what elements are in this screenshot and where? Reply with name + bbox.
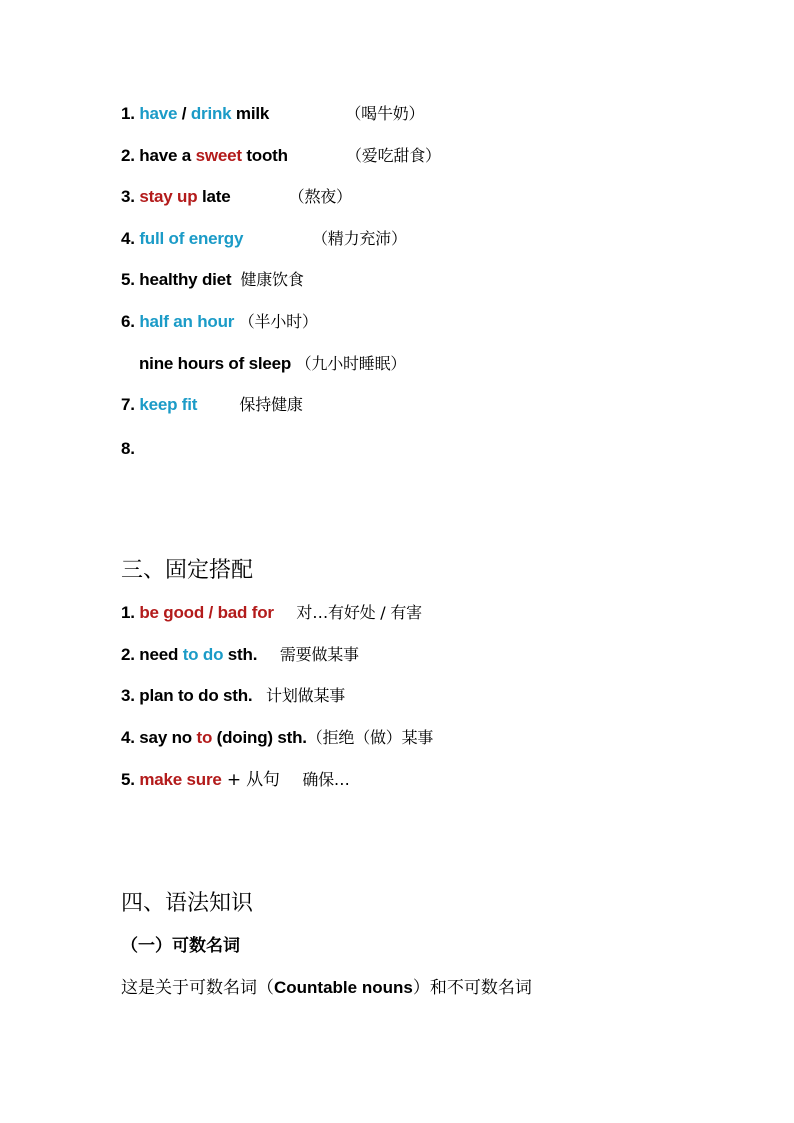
item-number: 2. xyxy=(121,645,135,664)
phrase-part: say no xyxy=(134,728,197,747)
phrase-keyword: be good / bad for xyxy=(139,603,274,622)
separator: / xyxy=(177,104,191,123)
section-3-heading: 三、固定搭配 xyxy=(121,558,254,583)
phrase-7 xyxy=(121,394,303,416)
paragraph-term: Countable nouns xyxy=(274,978,413,997)
phrase-3 xyxy=(121,186,352,208)
phrase-part-have: have xyxy=(139,104,178,123)
phrase-keyword: make sure xyxy=(139,770,222,789)
phrase-1 xyxy=(121,103,424,125)
collocation-2 xyxy=(121,644,359,666)
phrase-part: tooth xyxy=(241,146,288,165)
phrase-keyword: sweet xyxy=(195,146,242,165)
phrase-translation: （半小时） xyxy=(238,312,318,331)
item-number: 4. xyxy=(121,229,135,248)
phrase-translation: （喝牛奶） xyxy=(345,104,425,123)
intro-paragraph xyxy=(121,977,532,999)
item-number: 6. xyxy=(121,312,135,331)
phrase-part-milk: milk xyxy=(231,104,270,123)
phrase-part: healthy diet xyxy=(134,270,232,289)
item-number: 2. xyxy=(121,146,135,165)
phrase-part: need xyxy=(134,645,183,664)
paragraph-text: ）和不可数名词 xyxy=(412,978,532,998)
collocation-1 xyxy=(121,602,422,624)
phrase-2 xyxy=(121,145,441,167)
phrase-part: nine hours of sleep xyxy=(139,354,292,373)
paragraph-text: 这是关于可数名词（ xyxy=(121,978,274,998)
phrase-keyword: half an hour xyxy=(139,312,235,331)
phrase-part-drink: drink xyxy=(190,104,232,123)
phrase-part: sth. xyxy=(223,645,258,664)
phrase-8 xyxy=(121,438,135,460)
collocation-5 xyxy=(121,769,350,791)
phrase-translation: （九小时睡眠） xyxy=(295,354,407,373)
phrase-translation: （拒绝（做）某事 xyxy=(306,728,434,747)
phrase-6b xyxy=(139,353,406,375)
phrase-translation: （精力充沛） xyxy=(311,229,407,248)
item-number: 7. xyxy=(121,395,135,414)
phrase-keyword: full of energy xyxy=(139,229,244,248)
section-4-heading: 四、语法知识 xyxy=(121,891,254,916)
phrase-translation: 确保… xyxy=(302,770,350,789)
phrase-4 xyxy=(121,228,407,250)
subsection-heading: （一）可数名词 xyxy=(121,936,240,956)
phrase-part: (doing) sth. xyxy=(212,728,307,747)
phrase-translation: （爱吃甜食） xyxy=(346,146,441,165)
phrase-translation: 对…有好处 / 有害 xyxy=(296,603,422,622)
item-number: 3. xyxy=(121,187,135,206)
phrase-keyword: to xyxy=(196,728,213,747)
phrase-translation: 计划做某事 xyxy=(266,686,346,705)
phrase-part: + 从句 xyxy=(221,770,280,790)
phrase-part: plan to do sth. xyxy=(134,686,253,705)
item-number: 1. xyxy=(121,603,135,622)
item-number: 5. xyxy=(121,270,135,289)
item-number: 1. xyxy=(121,104,135,123)
phrase-part: late xyxy=(197,187,231,206)
phrase-translation: 健康饮食 xyxy=(240,270,304,289)
phrase-part: have a xyxy=(134,146,196,165)
item-number: 4. xyxy=(121,728,135,747)
phrase-translation: 保持健康 xyxy=(239,395,303,414)
phrase-6 xyxy=(121,311,318,333)
phrase-keyword: to do xyxy=(182,645,224,664)
phrase-5 xyxy=(121,269,304,291)
phrase-translation: （熬夜） xyxy=(288,187,352,206)
phrase-keyword: keep fit xyxy=(139,395,198,414)
item-number: 8. xyxy=(121,439,135,458)
collocation-3 xyxy=(121,685,345,707)
phrase-keyword: stay up xyxy=(139,187,198,206)
item-number: 3. xyxy=(121,686,135,705)
phrase-translation: 需要做某事 xyxy=(279,645,359,664)
collocation-4 xyxy=(121,727,433,749)
item-number: 5. xyxy=(121,770,135,789)
